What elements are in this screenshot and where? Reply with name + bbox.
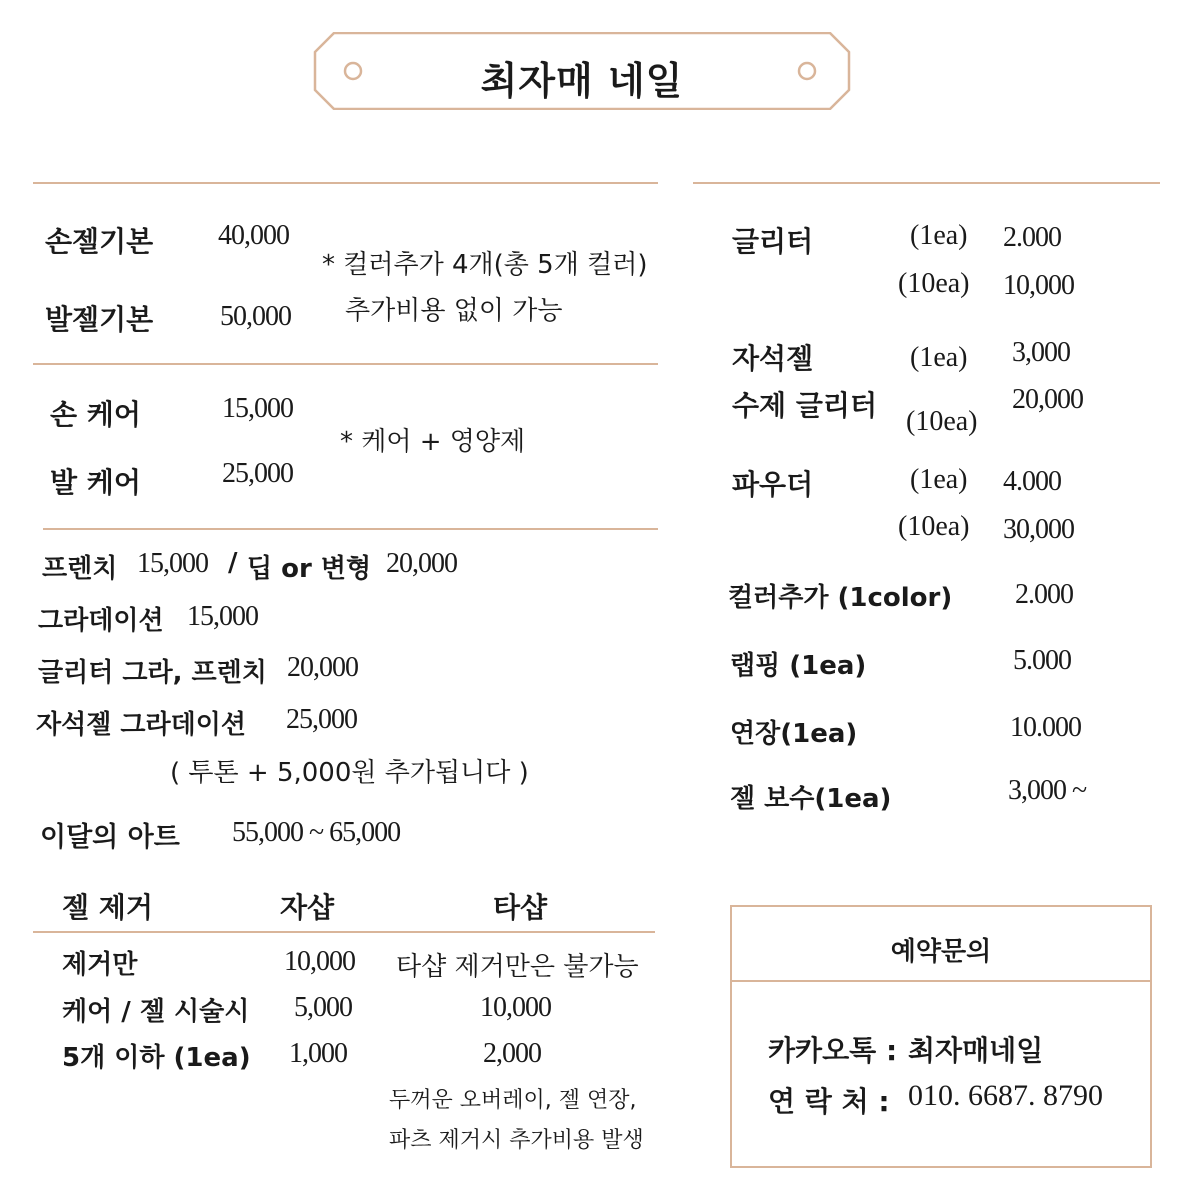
removal-header-other: 타샵 [493, 891, 548, 924]
two-tone-note: ( 투톤 + 5,000원 추가됩니다 ) [170, 758, 529, 788]
monthly-art-price: 55,000 ~ 65,000 [232, 817, 401, 848]
phone-number[interactable]: 010. 6687. 8790 [908, 1079, 1103, 1112]
color-add-price: 2.000 [1015, 579, 1073, 610]
table-row-label: 케어 / 젤 시술시 [62, 997, 250, 1027]
removal-note: 두꺼운 오버레이, 젤 연장, [389, 1088, 637, 1113]
table-row-other: 10,000 [480, 992, 551, 1023]
table-row-other: 타샵 제거만은 불가능 [396, 952, 639, 982]
deep-variant-price: 20,000 [386, 548, 457, 579]
page-title: 최자매 네일 [480, 59, 684, 103]
gradation-label: 그라데이션 [38, 606, 164, 636]
glitter-unit-1: (1ea) [910, 220, 968, 251]
foot-care-label: 발 케어 [50, 466, 141, 499]
deep-variant-label: 딥 or 변형 [247, 554, 372, 584]
handmade-glitter-price: 20,000 [1012, 384, 1083, 415]
divider-basic-care [33, 363, 658, 365]
gel-repair-label: 젤 보수(1ea) [730, 784, 892, 814]
color-add-note-2: 추가비용 없이 가능 [345, 296, 563, 326]
table-row-label: 5개 이하 (1ea) [62, 1043, 251, 1073]
hand-gel-label: 손젤기본 [45, 225, 154, 258]
glitter-gradation-label: 글리터 그라, 프렌치 [38, 658, 267, 688]
glitter-gradation-price: 20,000 [287, 652, 358, 683]
french-label: 프렌치 [42, 554, 118, 584]
powder-label: 파우더 [732, 468, 814, 501]
hand-care-label: 손 케어 [50, 398, 141, 431]
removal-header-own: 자샵 [280, 891, 335, 924]
extension-label: 연장(1ea) [730, 719, 858, 749]
glitter-unit-2: (10ea) [898, 268, 970, 299]
care-note: * 케어 + 영양제 [340, 427, 526, 457]
powder-price-1: 4.000 [1003, 466, 1061, 497]
color-add-label: 컬러추가 (1color) [728, 583, 953, 613]
powder-unit-1: (1ea) [910, 464, 968, 495]
handmade-glitter-label: 수제 글리터 [732, 389, 877, 422]
divider-top-left [33, 182, 658, 184]
gel-repair-price: 3,000 ~ [1008, 775, 1087, 806]
phone-label: 연 락 처 : [768, 1085, 890, 1118]
handmade-glitter-unit: (10ea) [906, 406, 978, 437]
contact-divider [732, 980, 1150, 982]
wrapping-label: 랩핑 (1ea) [730, 651, 867, 681]
removal-header-title: 젤 제거 [62, 891, 153, 924]
removal-note-2: 파츠 제거시 추가비용 발생 [389, 1128, 644, 1153]
divider-top-right [693, 182, 1160, 184]
foot-gel-label: 발젤기본 [45, 303, 154, 336]
title-banner [312, 32, 852, 110]
kakao-id[interactable]: 최자매네일 [908, 1034, 1044, 1067]
contact-title: 예약문의 [890, 937, 992, 967]
color-add-note: * 컬러추가 4개(총 5개 컬러) [322, 250, 648, 280]
hand-care-price: 15,000 [222, 393, 293, 424]
gradation-price: 15,000 [187, 601, 258, 632]
table-row-own: 1,000 [289, 1038, 347, 1069]
magnet-gradation-price: 25,000 [286, 704, 357, 735]
price-separator: / [228, 548, 238, 578]
table-row-other: 2,000 [483, 1038, 541, 1069]
divider-care-design [43, 528, 658, 530]
powder-price-2: 30,000 [1003, 514, 1074, 545]
french-price: 15,000 [137, 548, 208, 579]
wrapping-price: 5.000 [1013, 645, 1071, 676]
magnet-gel-unit: (1ea) [910, 342, 968, 373]
powder-unit-2: (10ea) [898, 511, 970, 542]
foot-gel-price: 50,000 [220, 301, 291, 332]
glitter-price-1: 2.000 [1003, 222, 1061, 253]
kakao-label: 카카오톡 : [768, 1034, 898, 1067]
table-row-label: 제거만 [62, 950, 138, 980]
magnet-gel-label: 자석젤 [732, 342, 814, 375]
divider-removal-header [33, 931, 655, 933]
contact-box [730, 905, 1152, 1168]
extension-price: 10.000 [1010, 712, 1081, 743]
hand-gel-price: 40,000 [218, 220, 289, 251]
monthly-art-label: 이달의 아트 [40, 822, 180, 853]
foot-care-price: 25,000 [222, 458, 293, 489]
magnet-gel-price: 3,000 [1012, 337, 1070, 368]
glitter-label: 글리터 [732, 225, 814, 258]
table-row-own: 5,000 [294, 992, 352, 1023]
glitter-price-2: 10,000 [1003, 270, 1074, 301]
magnet-gradation-label: 자석젤 그라데이션 [36, 710, 246, 740]
table-row-own: 10,000 [284, 946, 355, 977]
